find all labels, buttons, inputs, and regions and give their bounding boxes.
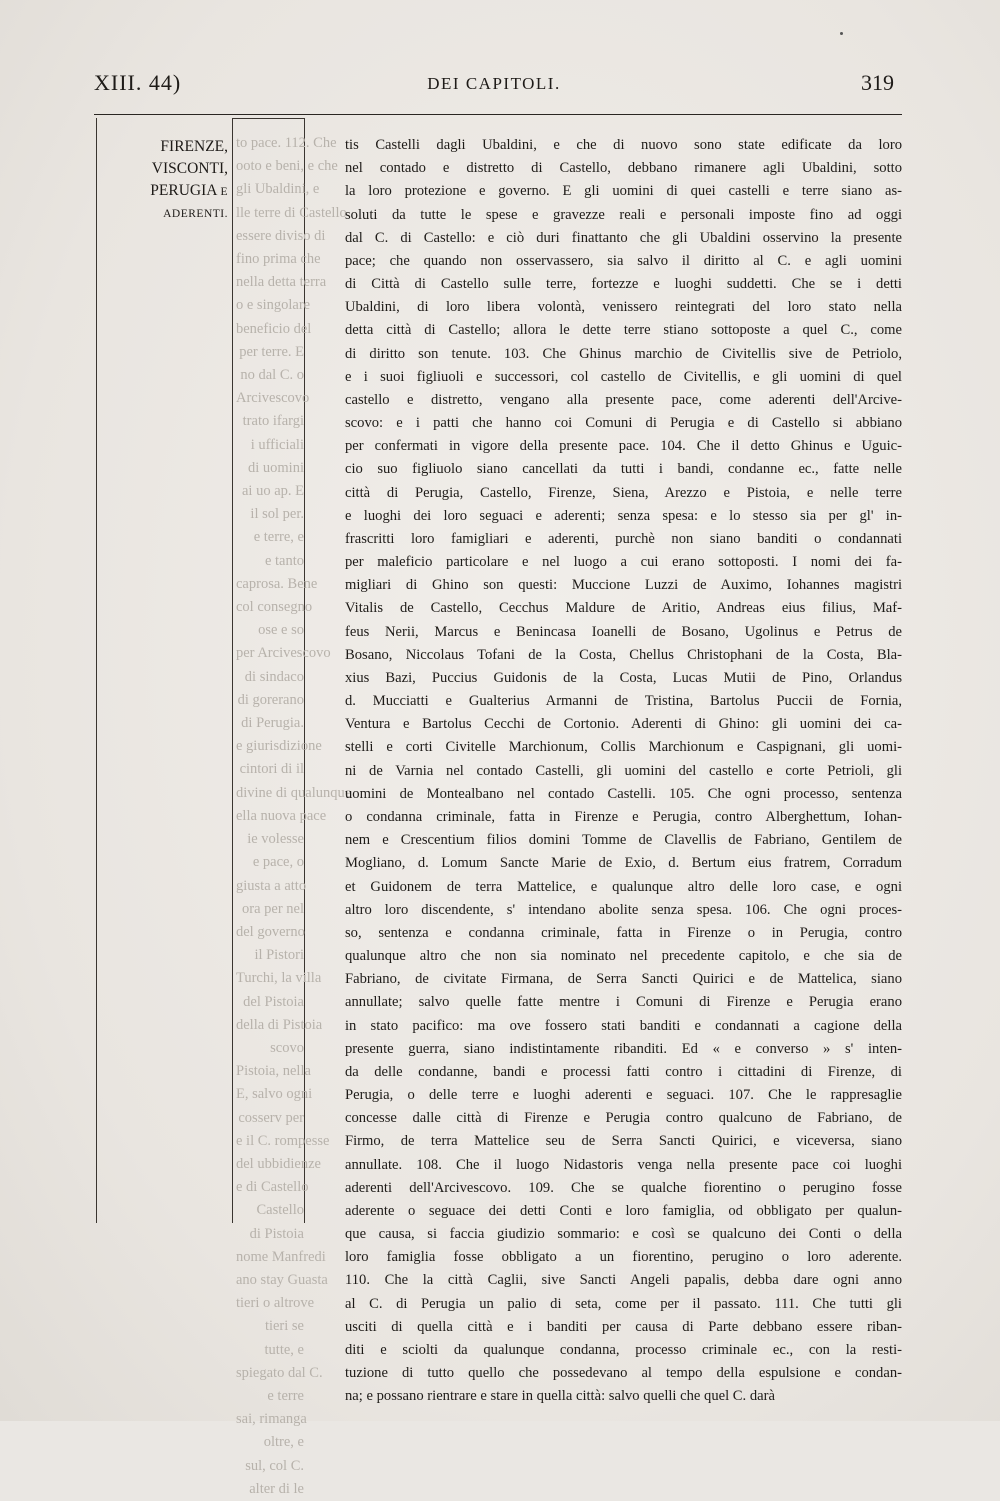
text-line: città di Perugia, Castello, Firenze, Siena, Arezzo e Pistoia, e nelle terre: [345, 484, 902, 501]
bleed-through-line: di uomini: [248, 459, 304, 476]
text-line: detta città di Castello; allora le dette terre stiano sottoposte a quel C., come: [345, 322, 902, 339]
text-line: feus Nerii, Marcus e Benincasa Ioanelli de Bosano, Ugolinus e Petrus de: [345, 623, 902, 640]
bleed-through-line: divine di qualunque: [236, 784, 352, 801]
text-line: annullate; salvo quelle fatte mentre i Comuni di Firenze e Perugia erano: [345, 994, 902, 1011]
bleed-through-line: e di Castello: [236, 1179, 309, 1196]
text-line: tis Castelli dagli Ubaldini, e che di nuovo sono state edificate da loro: [345, 137, 902, 153]
bleed-through-text: [236, 132, 352, 1497]
bleed-through-line: tieri o altrove: [236, 1295, 315, 1312]
section-reference: XIII. 44): [94, 70, 182, 95]
text-line: e i suoi figliuoli e successori, col castello de Civitellis, e gli uomini di quel: [345, 368, 902, 385]
margin-rule-left: [96, 118, 97, 1223]
text-line: que causa, si faccia giudizio sommario: e così se qualcuno dei Conti o della: [345, 1226, 902, 1243]
text-line: di Città di Castello sulle terre, fortezze e luoghi suddetti. Che se i detti: [345, 276, 902, 293]
bleed-through-line: no dal C. o: [240, 367, 304, 384]
running-title: DEI CAPITOLI.: [427, 74, 561, 93]
bleed-through-line: e pace, o: [252, 854, 304, 871]
text-line: qualunque altro che non sia nominato nel precedente capitolo, e che sia de: [345, 948, 902, 965]
text-line: dal C. di Castello: e ciò duri finattanto che gli Ubaldini osservino la presente: [345, 229, 902, 246]
text-line: pace; che quando non osservassero, sia salvo il diritto al C. e agli uomini: [345, 252, 902, 269]
text-line: e luoghi dei loro seguaci e aderenti; senza spesa: e lo stesso sia per gl' in-: [345, 507, 902, 524]
side-heading-line: [100, 180, 228, 203]
text-line: et Guidonem de terra Mattelice, e qualunque altro delle loro case, e ogni: [345, 878, 902, 895]
text-line: annullate. 108. Che il luogo Nidastoris venga nella presente pace coi luoghi: [345, 1156, 902, 1173]
bleed-through-line: fino prima che: [236, 251, 321, 268]
bleed-through-line: e giurisdizione: [236, 738, 322, 755]
bleed-through-line: sai, rimanga: [236, 1411, 307, 1428]
text-line: soluti da tutte le spese e gravezze reali e personali imposte fino ad oggi: [345, 206, 902, 223]
text-line: per maleficio particolare e nel luogo a cui erano sottoposti. I nomi dei fa-: [345, 554, 902, 571]
bleed-through-line: e terre, e: [253, 529, 304, 546]
margin-rule-top: [232, 118, 304, 119]
text-line: so, sentenza e condanna criminale, fatta in Firenze o in Perugia, contro: [345, 924, 902, 941]
main-text: [345, 134, 902, 1408]
text-line: castello e distretto, vengano alla presente pace, come aderenti dell'Arcive-: [345, 391, 902, 408]
bleed-through-line: i ufficiali: [250, 436, 304, 453]
text-line: o condanna criminale, fatta in Firenze e Perugia, contro Alberghettum, Iohan-: [345, 808, 902, 825]
text-line: Perugia, o delle terre e luoghi aderenti e seguaci. 107. Che le rappresaglie: [345, 1087, 902, 1104]
bleed-through-line: Arcivescovo: [236, 390, 310, 407]
bleed-through-line: to pace. 112. Che: [236, 135, 337, 151]
bleed-through-line: ie volesse: [247, 831, 304, 848]
text-line: migliari di Ghino son questi: Muccione Luzzi de Auximo, Iohannes magistri: [345, 577, 902, 594]
text-line: per confermati in vigore della presente pace. 104. Che il detto Ghinus e Uguic-: [345, 438, 902, 455]
bleed-through-line: spiegato dal C.: [236, 1364, 323, 1381]
text-line: d. Mucciatti e Gualterius Armanni de Tristina, Bartolus Puccii de Fornia,: [345, 693, 902, 710]
bleed-through-line: lle terre di Castello: [236, 204, 347, 221]
bleed-through-line: e terre: [267, 1387, 304, 1404]
text-line: al C. di Perugia un palio di seta, come per il passato. 111. Che tutti gli: [345, 1295, 902, 1312]
bleed-through-line: ai uo ap. E: [241, 483, 304, 500]
bleed-through-line: nella detta terra: [236, 274, 327, 291]
bleed-through-line: Pistoia, nella: [236, 1063, 311, 1080]
text-line: Fabriano, de civitate Firmana, de Serra Sancti Quirici e de Mattelica, siano: [345, 971, 902, 988]
text-line: presente guerra, siano indistintamente ribanditi. Ed « e converso » s' inten-: [345, 1040, 902, 1057]
bleed-through-line: Castello: [256, 1202, 304, 1219]
bleed-through-line: beneficio del: [236, 320, 312, 337]
bleed-through-line: col consegno: [236, 599, 313, 616]
side-heading: [100, 136, 228, 225]
bleed-through-line: ella nuova pace: [236, 807, 327, 824]
bleed-through-line: caprosa. Bene: [236, 575, 318, 592]
running-head: [94, 70, 894, 104]
text-line: 110. Che la città Caglii, sive Sancti Angeli papalis, debba dare ogni anno: [345, 1272, 902, 1289]
text-line: da delle condanne, bandi e processi fatti contro i cittadini di Firenze, di: [345, 1063, 902, 1080]
text-line: altro loro discendente, s' intendano abolite senza spesa. 106. Che ogni proces-: [345, 901, 902, 918]
bleed-through-line: sul, col C.: [245, 1457, 304, 1474]
bleed-through-line: per terre. E: [239, 343, 304, 360]
bleed-through-line: alter di le: [249, 1480, 304, 1497]
text-line: na; e possano rientrare e stare in quella città: salvo quelli che quel C. darà: [345, 1388, 775, 1405]
text-line: la loro protezione e governo. E gli uomini di quei castelli e terre siano as-: [345, 183, 902, 200]
text-line: nel contado e distretto di Castello, debbano rimanere agli Ubaldini, sotto: [345, 160, 902, 177]
text-line: ni de Varnia nel contado Castelli, gli uomini del castello e corte Petrioli, gli: [345, 762, 902, 779]
bleed-through-line: tutte, e: [264, 1341, 304, 1358]
bleed-through-line: ooto e beni, e che: [236, 158, 338, 175]
header-rule: [94, 114, 902, 115]
bleed-through-line: e tanto: [264, 552, 304, 569]
text-line: diti e sciolti da qualunque condanna, processo criminale ec., con la resti-: [345, 1341, 902, 1358]
bleed-through-line: Turchi, la villa: [236, 970, 322, 987]
bleed-through-line: cintori di il: [239, 761, 304, 778]
text-line: Vitalis de Castello, Cecchus Maldure de Aritio, Andreas eius filius, Maf-: [345, 600, 902, 617]
bleed-through-line: del ubbidienze: [236, 1155, 321, 1172]
text-line: Mogliano, d. Lomum Sancte Marie de Exio, d. Bertum eius fratrem, Corradum: [345, 855, 902, 872]
side-heading-line: VISCONTI,: [151, 160, 228, 177]
bleed-through-line: di gorerano: [237, 691, 304, 708]
text-line: nem e Crescentium filios domini Tomme de Clavellis de Fabriano, Gentilem de: [345, 832, 902, 849]
side-heading-word: E: [220, 186, 228, 198]
text-line: frascritti loro famigliari e aderenti, purchè non siano banditi o condannati: [345, 530, 902, 547]
text-line: aderente o seguace dei detti Conti e loro famiglia, od obbligato per qualun-: [345, 1202, 902, 1219]
page-number: 319: [861, 70, 894, 95]
bleed-through-line: il Pistori: [254, 947, 304, 964]
side-heading-line: ADERENTI.: [163, 208, 228, 220]
text-line: uomini de Montealbano nel contado Castelli. 105. Che ogni processo, sentenza: [345, 785, 902, 802]
ink-speck: [840, 32, 843, 35]
bleed-through-line: ano stay Guasta: [236, 1271, 328, 1288]
bleed-through-line: e il C. rompesse: [236, 1132, 330, 1149]
bleed-through-line: oltre, e: [263, 1434, 304, 1451]
text-line: aderenti dell'Arcivescovo. 109. Che se qualche fiorentino o perugino fosse: [345, 1179, 902, 1196]
bleed-through-line: di Perugia.: [241, 715, 304, 732]
side-heading-line: FIRENZE,: [160, 138, 228, 155]
text-line: concesse dalle città di Firenze e Perugia contro qualcuno de Fabriano, de: [345, 1110, 902, 1127]
text-line: Ubaldini, di loro libera volontà, venissero reintegrati del loro stato nella: [345, 299, 902, 316]
text-line: in stato pacifico: ma ove fossero stati banditi e condannati a cagione della: [345, 1017, 902, 1034]
text-line: Firmo, de terra Mattelice seu de Serra Sancti Quirici, e viceversa, siano: [345, 1133, 902, 1150]
side-heading-word: PERUGIA: [150, 182, 217, 199]
text-line: stelli e corti Civitelle Marchionum, Collis Marchionum e Caspignani, gli uomi-: [345, 739, 902, 756]
text-line: loro famiglia fosse obbligato a un fiorentino, perugino o loro aderente.: [345, 1249, 902, 1266]
text-line: xius Bazi, Puccius Guidonis de la Costa, Lucas Mutii de Pino, Orlandus: [345, 669, 902, 686]
bleed-through-line: per Arcivescovo: [236, 645, 331, 662]
bleed-through-line: del Pistoia: [243, 993, 304, 1010]
bleed-through-line: E, salvo ogni: [236, 1086, 313, 1103]
bleed-through-line: trato ifargi: [242, 413, 304, 430]
text-line: usciti di quella città e i banditi per causa di Parte debbano essere riban-: [345, 1318, 902, 1335]
bleed-through-line: nome Manfredi: [236, 1248, 326, 1265]
bleed-through-line: o e singolare: [236, 297, 311, 314]
bleed-through-line: della di Pistoia: [236, 1016, 323, 1033]
bleed-through-line: scovo: [270, 1039, 304, 1056]
text-line: scovo: e i patti che hanno coi Comuni di Perugia e di Castello si abbiano: [345, 415, 902, 432]
text-line: tuzione di tutto quello che possedevano al tempo della espulsione e condan-: [345, 1365, 902, 1382]
text-line: Ventura e Bartolus Cecchi de Cortonio. Aderenti di Ghino: gli uomini dei ca-: [345, 716, 902, 733]
text-line: di diritto son tenute. 103. Che Ghinus marchio de Civitellis sive de Petriolo,: [345, 345, 902, 362]
bleed-through-line: del governo: [236, 923, 305, 940]
margin-rule-middle: [232, 118, 233, 1223]
bleed-through-line: di sindaco: [244, 668, 304, 685]
text-line: cio suo figliuolo siano cancellati da tutti i bandi, condanne ec., fatte nelle: [345, 461, 902, 478]
bleed-through-line: ora per nel: [242, 900, 304, 917]
bleed-through-line: giusta a atto: [236, 877, 307, 894]
bleed-through-line: tieri se: [264, 1318, 304, 1335]
bleed-through-line: cosserv per: [238, 1109, 304, 1126]
bleed-through-line: il sol per.: [250, 506, 304, 523]
text-line: Bosano, Niccolaus Tofani de la Costa, Chellus Christophani de la Costa, Bla-: [345, 646, 902, 663]
bleed-through-line: essere diviso di: [236, 227, 326, 244]
bleed-through-line: di Pistoia: [249, 1225, 304, 1242]
bleed-through-line: ose e so: [258, 622, 304, 639]
bleed-through-line: gli Ubaldini, e: [236, 181, 320, 198]
